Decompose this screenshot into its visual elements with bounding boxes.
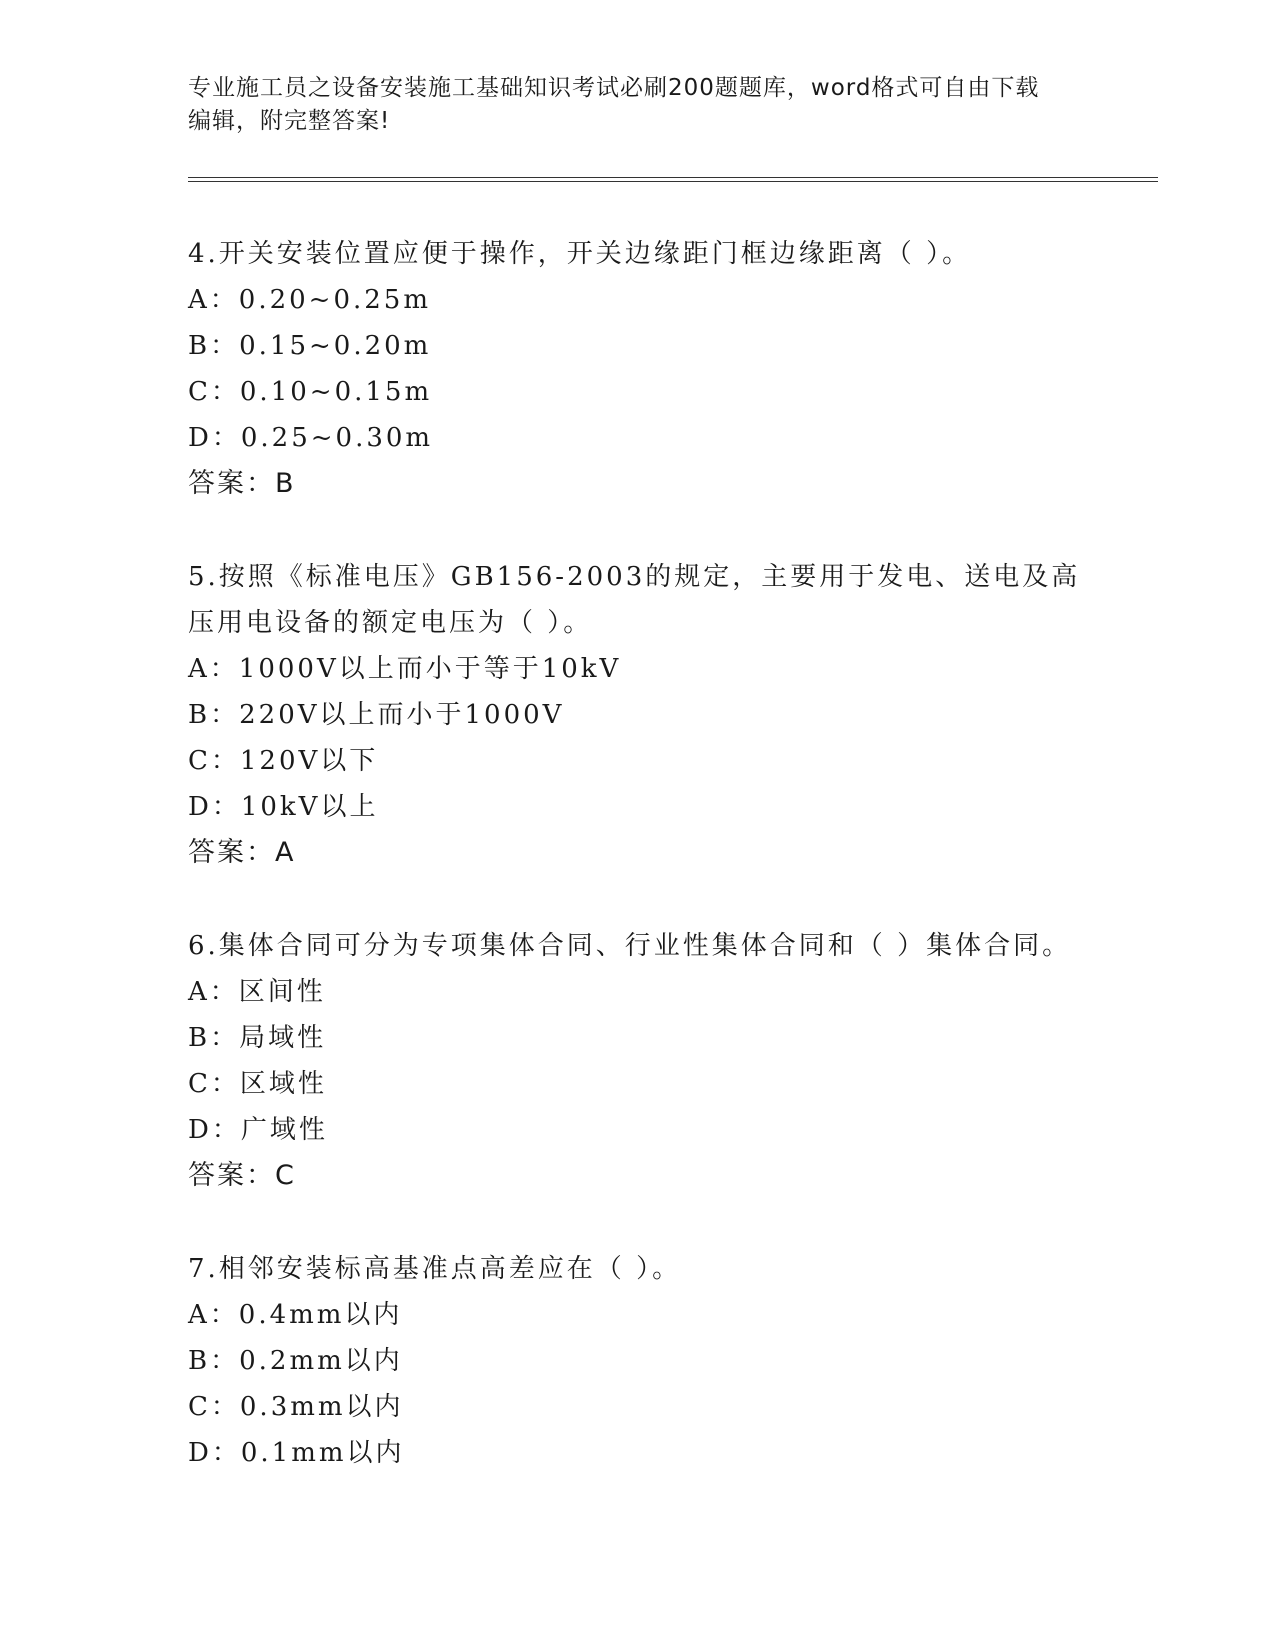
header-line-1: 专业施工员之设备安装施工基础知识考试必刷200题题库，word格式可自由下载 (188, 75, 1040, 101)
option-a: A：0.20~0.25m (188, 285, 431, 315)
option-b: B：220V以上而小于1000V (188, 700, 565, 730)
header-divider (188, 177, 1158, 182)
option-b: B：局域性 (188, 1023, 327, 1053)
question-stem: 7.相邻安装标高基准点高差应在（ ）。 (188, 1254, 682, 1284)
question-4 (188, 231, 1148, 507)
option-d: D：0.25~0.30m (188, 423, 434, 453)
answer-line: 答案：C (188, 1160, 296, 1191)
option-d: D：0.1mm以内 (188, 1438, 405, 1468)
option-c: C：0.3mm以内 (188, 1392, 404, 1422)
question-7 (188, 1246, 1148, 1476)
question-6 (188, 923, 1148, 1199)
question-5 (188, 554, 1148, 876)
option-b: B：0.2mm以内 (188, 1346, 403, 1376)
option-d: D：广域性 (188, 1115, 328, 1145)
option-a: A：0.4mm以内 (188, 1300, 403, 1330)
option-d: D：10kV以上 (188, 792, 379, 822)
question-stem: 4.开关安装位置应便于操作，开关边缘距门框边缘距离（ ）。 (188, 239, 972, 269)
question-stem: 6.集体合同可分为专项集体合同、行业性集体合同和（ ）集体合同。 (188, 931, 1072, 961)
option-c: C：0.10~0.15m (188, 377, 433, 407)
question-stem: 5.按照《标准电压》GB156-2003的规定，主要用于发电、送电及高压用电设备的额定电压为（ ）。 (188, 562, 1081, 638)
answer-line: 答案：A (188, 837, 296, 868)
question-list (188, 231, 1148, 1523)
document-header (188, 72, 1088, 138)
option-a: A：区间性 (188, 977, 326, 1007)
header-line-2: 编辑，附完整答案! (188, 108, 391, 134)
option-c: C：120V以下 (188, 746, 379, 776)
option-c: C：区域性 (188, 1069, 327, 1099)
option-b: B：0.15~0.20m (188, 331, 432, 361)
option-a: A：1000V以上而小于等于10kV (188, 654, 622, 684)
answer-line: 答案：B (188, 468, 296, 499)
